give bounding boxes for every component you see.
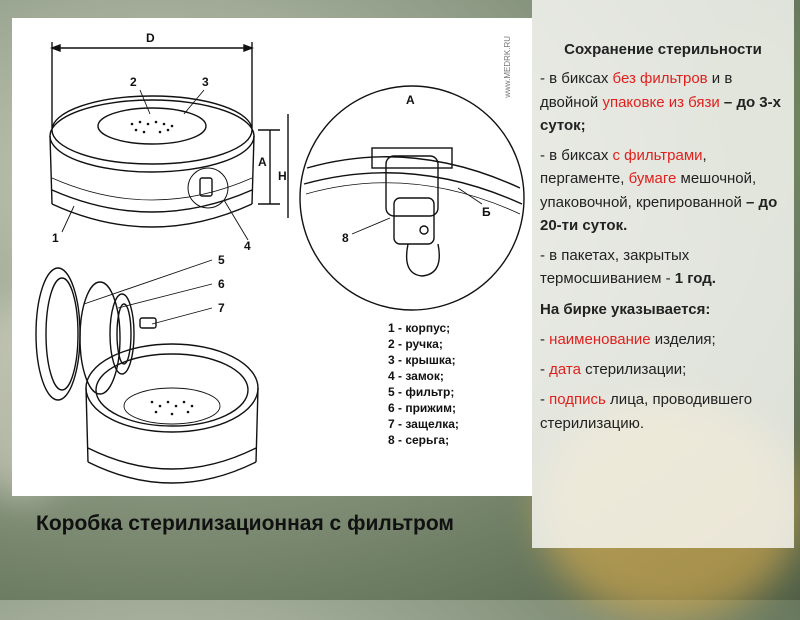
- callout-1: 1: [52, 231, 59, 245]
- sterility-text: [540, 38, 786, 442]
- legend-item: 5 - фильтр;: [388, 385, 455, 399]
- legend-item: 8 - серьга;: [388, 433, 450, 447]
- legend-item: 6 - прижим;: [388, 401, 457, 415]
- callout-5: 5: [218, 253, 225, 267]
- text: лица, проводившего стерилизацию.: [540, 391, 753, 432]
- text: - в биксах: [540, 70, 613, 88]
- bold-text: На бирке указывается:: [540, 300, 711, 318]
- watermark: www.MEDRK.RU: [503, 36, 512, 98]
- text: -: [540, 361, 550, 378]
- callout-8: 8: [342, 231, 349, 245]
- highlight: упаковке из бязи: [602, 93, 720, 111]
- figure-caption: Коробка стерилизационная с фильтром: [36, 512, 454, 535]
- callout-6: 6: [218, 277, 225, 291]
- info-heading: Сохранение стерильности: [564, 41, 762, 58]
- detail-view-a-label: A: [406, 93, 415, 107]
- callout-2: 2: [130, 75, 137, 89]
- text: -: [540, 391, 550, 409]
- paragraph: [540, 358, 786, 381]
- paragraph: [540, 144, 786, 237]
- callout-b: Б: [482, 205, 491, 219]
- text: стерилизации;: [580, 361, 687, 378]
- text: , пергаменте,: [540, 147, 707, 188]
- paragraph: [540, 388, 786, 435]
- highlight: подпись: [549, 391, 606, 409]
- highlight: наименование: [549, 330, 651, 348]
- legend-item: 3 - крышка;: [388, 353, 456, 367]
- dimension-d-label: D: [146, 31, 155, 45]
- text: -: [540, 330, 550, 348]
- bold-text: 1 год.: [674, 270, 716, 288]
- text: - в биксах: [540, 147, 613, 164]
- paragraph: [540, 244, 786, 291]
- highlight: бумаге: [628, 170, 677, 188]
- legend-item: 2 - ручка;: [388, 337, 443, 351]
- callout-3: 3: [202, 75, 209, 89]
- dimension-a-label: A: [258, 155, 267, 169]
- dimension-h-label: H: [278, 169, 287, 183]
- paragraph: [540, 328, 786, 351]
- text: - в пакетах, закрытых термосшиванием -: [540, 247, 690, 288]
- parts-legend: [388, 320, 459, 448]
- text: и в двойной: [540, 70, 733, 111]
- text: изделия;: [650, 330, 716, 348]
- highlight: дата: [549, 361, 581, 378]
- paragraph: [540, 298, 786, 321]
- highlight: с фильтрами: [612, 147, 703, 164]
- bold-text: – до 3-х суток;: [540, 93, 781, 134]
- legend-item: 7 - защелка;: [388, 417, 459, 431]
- callout-4: 4: [244, 239, 251, 253]
- callout-7: 7: [218, 301, 225, 315]
- paragraph: [540, 67, 786, 137]
- highlight: без фильтров: [612, 70, 708, 88]
- legend-item: 4 - замок;: [388, 369, 444, 383]
- bold-text: – до 20-ти суток.: [540, 193, 778, 234]
- legend-item: 1 - корпус;: [388, 321, 451, 335]
- text: мешочной, упаковочной, крепированной: [540, 170, 757, 211]
